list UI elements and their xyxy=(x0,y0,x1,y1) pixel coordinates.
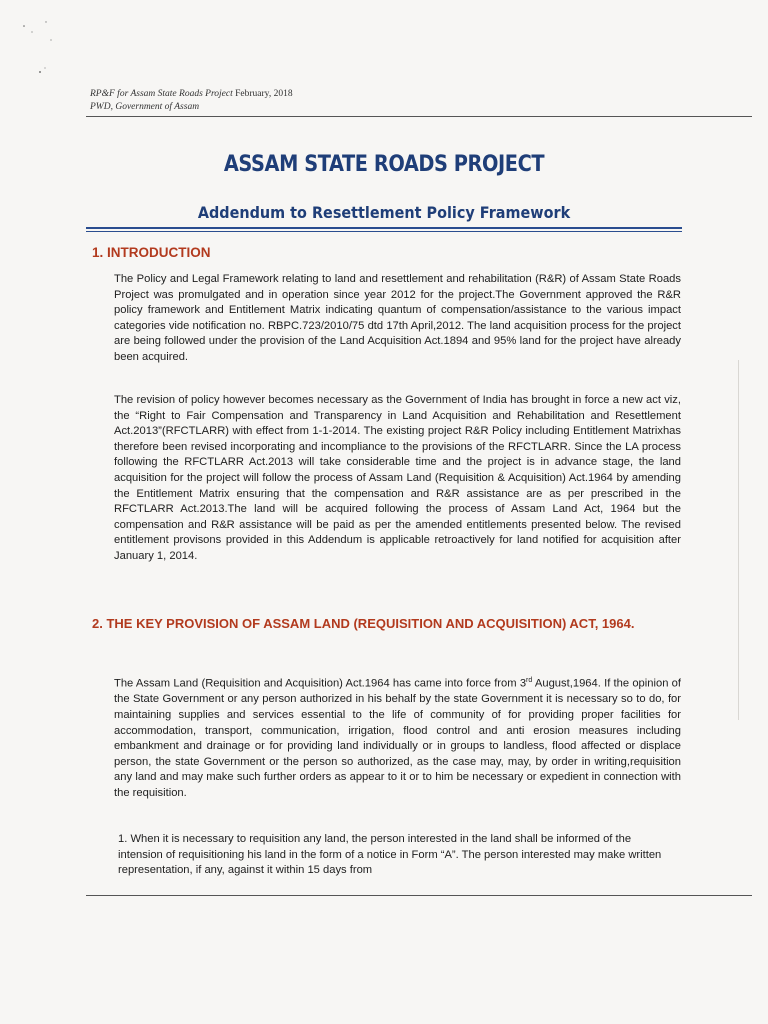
section1-heading: 1. INTRODUCTION xyxy=(92,245,211,260)
section2-para-rest: August,1964. If the opinion of the State Government or any person authorized in his behalf by the state Government it is necessary so to do, for maintaining supplies and services essential to the life of community of for providing proper facilities for accommodation, transport, communication, irrigation, flood control and anti erosion measures including embankment and drainage or for providing land individually or in groups to landless, flood affected or displace person, the state Government or the person so authorized, as the case may, may, by order in writing,requisition any land and may make such further orders as appear to it or to him be necessary or expedient in connection with the requisition. xyxy=(114,677,681,799)
section1-paragraph-1: The Policy and Legal Framework relating to land and resettlement and rehabilitation (R&R) of Assam State Roads Project was promulgated and in operation since year 2012 for the project.The Government approved the R&R policy framework and Entitlement Matrix indicating quantum of compensation/assistance to the various impact categories vide notification no. RBPC.723/2010/75 dtd 17th April,2012. The land acquisition process for the project are being followed under the provision of the Land Acquisition Act.1894 and 95% land for the project have already been acquired. xyxy=(114,273,681,363)
header-rule xyxy=(86,116,752,117)
title-rule xyxy=(86,227,682,229)
section2-paragraph-1 xyxy=(114,673,681,801)
document-title: ASSAM STATE ROADS PROJECT xyxy=(223,152,545,177)
section2-item-1: 1. When it is necessary to requisition any land, the person interested in the land shall be informed of the intension of requisitioning his land in the form of a notice in Form “A”. The person interested may make written representation, if any, against it within 15 days from xyxy=(118,833,662,877)
title-rule-thin xyxy=(86,231,682,232)
header-date: February, 2018 xyxy=(235,89,293,99)
running-header xyxy=(90,88,293,114)
header-org: PWD, Government of Assam xyxy=(90,102,200,112)
ordinal-suffix: rd xyxy=(526,677,533,684)
footer-rule xyxy=(86,895,752,896)
section1-paragraph-2: The revision of policy however becomes necessary as the Government of India has brought in force a new act viz, the “Right to Fair Compensation and Transparency in Land Acquisition and Rehabilitation and Resettlement Act.2013”(RFCTLARR) with effect from 1-1-2014. The existing project R&R Policy including Entitlement Matrixhas therefore been revised incorporating and incompliance to the provisions of the RFCTLARR. Since the LA process following the RFCTLARR Act.2013 will take considerable time and the project is in advance stage, the land acquisition for the project will follow the process of Assam Land (Requisition & Acquisition) Act.1964 by amending the Entitlement Matrix ensuring that the compensation and R&R assistance are as per prescribed in the RFCTLARR Act.2013.The land will be acquired following the process of Assam Land Act, 1964 but the compensation and R&R assistance will be paid as per the amended entitlements presented below. The revised entitlement provisons provided in this Addendum is applicable retroactively for land notified for acquisition after January 1, 2014. xyxy=(114,394,681,562)
scan-specks xyxy=(18,18,68,78)
section2-para-start: The Assam Land (Requisition and Acquisition) Act.1964 has came into force from 3 xyxy=(114,677,527,690)
section2-heading: 2. THE KEY PROVISION OF ASSAM LAND (REQUISITION AND ACQUISITION) ACT, 1964. xyxy=(92,616,635,631)
header-doc-name: RP&F for Assam State Roads Project xyxy=(90,89,233,99)
scan-edge-shadow xyxy=(738,360,739,720)
document-subtitle: Addendum to Resettlement Policy Framework xyxy=(197,203,571,222)
